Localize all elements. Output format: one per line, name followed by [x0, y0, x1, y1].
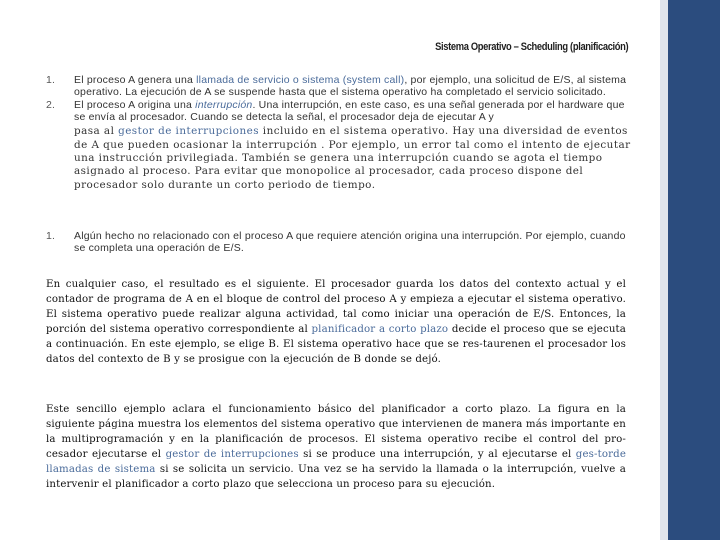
list-number: 1. — [46, 230, 56, 242]
paragraph-text: En cualquier caso, el resultado es el siguiente. El procesador guarda los datos del contexto actual y el contador de programa de A en el bloque de control del proceso A y empieza a ejecutar el sistema operativo. El sistema operativo puede realizar alguna actividad, tal como iniciar una operación de E/S. Entonces, la porción del sistema operativo correspondiente al — [46, 279, 626, 336]
list-item — [46, 230, 631, 255]
system-call-handler-link[interactable]: ges-torde llamadas de sistema — [46, 449, 626, 476]
paragraph-text: decide el proceso que se ejecuta a continuación. En este ejemplo, se elige B. El sistema operativo hace que se res-taurenen el procesador los datos del contexto de B y se prosigue con la ejecución de B donde se dejó. — [46, 324, 627, 366]
paragraph-example — [46, 402, 626, 493]
list-text: incluido en el sistema operativo. Hay una diversidad de eventos de A que pueden ocasionar la interrupción . Por ejemplo, un error tal como el intento de ejecutar una instrucción privilegiada. También se genera una interrupción cuando se agota el tiempo asignado al proceso. Para evitar que monopolice al procesador, cada proceso dispone del procesador solo durante un corto periodo de tiempo. — [74, 125, 631, 191]
list-text: . Una interrupción, en este caso, es una señal generada por el hardware que se envía al procesador. Cuando se detecta la señal, el procesador deja de ejecutar A y — [74, 98, 625, 123]
list-text: pasa al — [74, 125, 119, 138]
list-text: , por ejemplo, una solicitud de E/S, al sistema operativo. La ejecución de A se suspende hasta que el sistema operativo ha completado el servicio solicitado. — [74, 74, 627, 99]
list-text: Algún hecho no relacionado con el proceso A que requiere atención origina una interrupción. Por ejemplo, cuando se completa una operación de E/S. — [74, 230, 626, 255]
paragraph-text: si se produce una interrupción, y al ejecutarse el — [298, 449, 576, 461]
system-call-link[interactable]: llamada de servicio o sistema (system call) — [196, 74, 405, 86]
interrupt-handler-link[interactable]: gestor de interrupciones — [165, 449, 299, 461]
list-item — [46, 99, 631, 193]
short-term-scheduler-link[interactable]: planificador a corto plazo — [311, 324, 449, 336]
list-text: El proceso A genera una — [74, 74, 197, 86]
interrupt-handler-link[interactable]: gestor de interrupciones — [118, 125, 260, 138]
interrupt-link[interactable]: interrupción — [195, 98, 253, 111]
numbered-list-first — [46, 74, 631, 192]
side-accent-light — [660, 0, 668, 540]
side-accent-bar — [668, 0, 720, 540]
list-text-continued — [74, 125, 631, 192]
list-text: El proceso A origina una — [74, 98, 196, 111]
paragraph-text: Este sencillo ejemplo aclara el funcionamiento básico del planificador a corto plazo. La figura en la siguiente página muestra los elementos del sistema operativo que intervienen de manera más importante en la multiprogramación y en la planificación de procesos. El sistema operativo recibe el control del pro-cesador ejecutarse el — [46, 404, 626, 461]
paragraph-result — [46, 277, 626, 368]
list-number: 2. — [46, 98, 56, 111]
list-number: 1. — [46, 74, 56, 86]
paragraph-text: si se solicita un servicio. Una vez se ha servido la llamada o la interrupción, vuelve a intervenir el planificador a corto plazo que selecciona un proceso para su ejecución. — [46, 464, 626, 491]
list-item — [46, 74, 631, 99]
numbered-list-second — [46, 230, 631, 255]
slide-title: Sistema Operativo – Scheduling (planificación) — [434, 41, 628, 53]
